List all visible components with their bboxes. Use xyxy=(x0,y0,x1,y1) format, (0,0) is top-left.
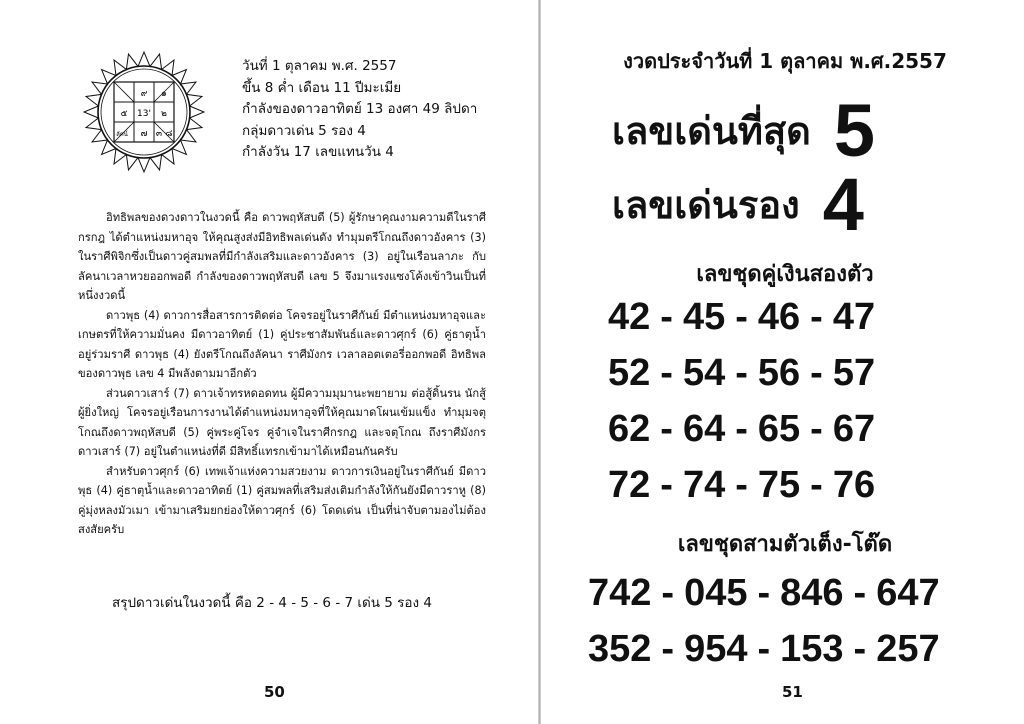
chart-glyph-bottom: ๗ xyxy=(140,129,148,139)
pair-number: 76 xyxy=(832,464,876,506)
chart-glyph-lower-right: ๓ xyxy=(155,129,163,139)
page-number-left: 50 xyxy=(264,683,285,701)
chart-glyph-right-low: ๘ xyxy=(165,129,173,139)
separator: - xyxy=(735,352,748,394)
pair-number: 56 xyxy=(757,352,801,394)
pairs-row xyxy=(608,408,968,451)
chart-petal xyxy=(84,106,98,118)
pair-number: 74 xyxy=(682,464,726,506)
chart-glyph-left: ๕ xyxy=(120,109,128,119)
pair-number: 52 xyxy=(608,352,651,394)
separator: - xyxy=(661,628,675,670)
triple-number: 257 xyxy=(876,628,940,670)
second-number: 4 xyxy=(822,163,864,246)
pair-number: 72 xyxy=(608,464,651,506)
separator: - xyxy=(735,464,748,506)
pair-number: 67 xyxy=(832,408,876,450)
article-body xyxy=(78,208,486,540)
chart-glyph-center: 13' xyxy=(137,109,151,119)
sun-strength-line: กำลังของดาวอาทิตย์ 13 องศา 49 ลิปดา xyxy=(242,101,478,117)
paragraph: สำหรับดาวศุกร์ (6) เทพเจ้าแห่งความสวยงาม ดาวการเงินอยู่ในราศีกันย์ มีดาวพุธ (4) คู่ธาตุน้ำและดาวอาทิตย์ (1) คู่สมพลที่เสริมส่งเติมกำลังให้กันยังมีดาวราหู (8) คู่มุ่งหลงมัวเมา เข้ามาเสริมยกย่องให้ดาวศุกร์ (6) โดดเด่น เป็นที่น่าจับตามองไม่ต้องสงสัยครับ xyxy=(78,464,486,536)
separator: - xyxy=(853,572,867,614)
paragraph: อิทธิพลของดวงดาวในงวดนี้ คือ ดาวพฤหัสบดี (5) ผู้รักษาคุณงามความดีในราศีกรกฎ ได้ตำแหน่งมหาอุจ ให้คุณสูงส่งมีอิทธิพลเด่นดัง ทำมุมตรีโกณถึงดาวอังคาร (3) ในราศีพิจิกซึ่งเป็นดาวคู่สมพลที่มีกำลังเสริมและดาวอังคาร (3) อยู่ในเรือนลาภะ กับลัคนาเวลาหวยออกพอดี กำลังของดาวพฤหัสบดี เลข 5 จึงมาแรงแซงโค้งเข้าวินเป็นที่หนึ่งงวดนี้ xyxy=(78,211,486,302)
paragraph: ดาวพุธ (4) ดาวการสื่อสารการติดต่อ โคจรอยู่ในราศีกันย์ มีตำแหน่งมหาอุจและเกษตรที่ให้ความมั่นคง มีดาวอาทิตย์ (1) คู่ประชาสัมพันธ์และดาวศุกร์ (6) คู่ธาตุน้ำอยู่ร่วมราศี ดาวพุธ (4) ยังตรีโกณถึงลัคนา ราศีมังกร เวลาลอตเตอรี่ออกพอดี อิทธิพลของดาวพุธ เลข 4 มีพลังตามมาอีกตัว xyxy=(78,308,486,380)
pair-number: 45 xyxy=(682,296,726,338)
top-number: 5 xyxy=(833,89,876,172)
triple-number: 954 xyxy=(684,628,748,670)
chart-glyph-right: ๒ xyxy=(161,109,167,119)
separator: - xyxy=(660,408,673,450)
top-number-row xyxy=(612,88,952,173)
pair-number: 54 xyxy=(682,352,726,394)
separator: - xyxy=(810,464,823,506)
draw-date-title: งวดประจำวันที่ 1 ตุลาคม พ.ศ.2557 xyxy=(623,49,947,73)
pairs-row xyxy=(608,296,968,339)
separator: - xyxy=(660,352,673,394)
separator: - xyxy=(735,296,748,338)
separator: - xyxy=(661,572,675,614)
book-spine xyxy=(538,0,541,724)
triple-number: 742 xyxy=(588,572,652,614)
separator: - xyxy=(660,296,673,338)
triples-row xyxy=(588,628,1008,671)
lunar-date-line: ขึ้น 8 ค่ำ เดือน 11 ปีมะเมีย xyxy=(242,79,402,96)
chart-glyph-upper-right: ๑ xyxy=(161,89,167,99)
triple-number: 647 xyxy=(876,572,940,614)
separator: - xyxy=(853,628,867,670)
pairs-row xyxy=(608,352,968,395)
page-number-right: 51 xyxy=(782,683,803,701)
second-number-label: เลขเด่นรอง xyxy=(612,183,800,227)
pair-number: 42 xyxy=(608,296,651,338)
date-line: วันที่ 1 ตุลาคม พ.ศ. 2557 xyxy=(242,58,397,74)
triples-heading: เลขชุดสามตัวเต็ง-โต๊ด xyxy=(677,532,893,557)
separator: - xyxy=(660,464,673,506)
separator: - xyxy=(810,296,823,338)
second-number-row xyxy=(612,162,952,247)
pair-number: 47 xyxy=(832,296,876,338)
triple-number: 153 xyxy=(780,628,844,670)
pair-number: 75 xyxy=(757,464,801,506)
separator: - xyxy=(810,352,823,394)
pair-number: 65 xyxy=(757,408,801,450)
separator: - xyxy=(757,572,771,614)
pair-number: 57 xyxy=(832,352,876,394)
pair-number: 62 xyxy=(608,408,651,450)
triples-row xyxy=(588,572,1008,615)
chart-glyph-lower-left: ลัคน์ xyxy=(116,131,128,138)
summary-line: สรุปดาวเด่นในงวดนี้ คือ 2 - 4 - 5 - 6 - 7 เด่น 5 รอง 4 xyxy=(112,595,432,611)
triple-number: 045 xyxy=(684,572,748,614)
chart-petal xyxy=(190,106,204,118)
astrology-chart xyxy=(82,50,206,174)
top-number-label: เลขเด่นที่สุด xyxy=(612,109,811,153)
star-group-line: กลุ่มดาวเด่น 5 รอง 4 xyxy=(242,122,366,139)
chart-glyph-top: ๙ xyxy=(140,89,148,99)
triple-number: 846 xyxy=(780,572,844,614)
separator: - xyxy=(735,408,748,450)
pairs-row xyxy=(608,464,968,507)
separator: - xyxy=(810,408,823,450)
paragraph: ส่วนดาวเสาร์ (7) ดาวเจ้าทรหดอดทน ผู้มีความมุมานะพยายาม ต่อสู้ดิ้นรน นักสู้ผู้ยิ่งใหญ่ โคจรอยู่เรือนการงานได้ตำแหน่งมหาอุจที่ให้คุณมาดโผนเข้มแข็ง ทำมุมจตุโกณถึงดาวพฤหัสบดี (5) คู่พระคู่โจร คู่จำเจในราศีกรกฎ และจตุโกณ ถึงราศีมังกร ดาวเสาร์ (7) อยู่ในตำแหน่งที่ดี มีสิทธิ์แทรกเข้ามาได้เหมือนกันครับ xyxy=(78,386,486,458)
chart-petal xyxy=(138,52,150,66)
chart-petal xyxy=(138,158,150,172)
triple-number: 352 xyxy=(588,628,652,670)
pair-number: 64 xyxy=(682,408,726,450)
pair-number: 46 xyxy=(757,296,801,338)
separator: - xyxy=(757,628,771,670)
day-strength-line: กำลังวัน 17 เลขแทนวัน 4 xyxy=(242,144,394,160)
chart-info-lines xyxy=(242,56,477,164)
pairs-heading: เลขชุดคู่เงินสองตัว xyxy=(696,262,874,287)
